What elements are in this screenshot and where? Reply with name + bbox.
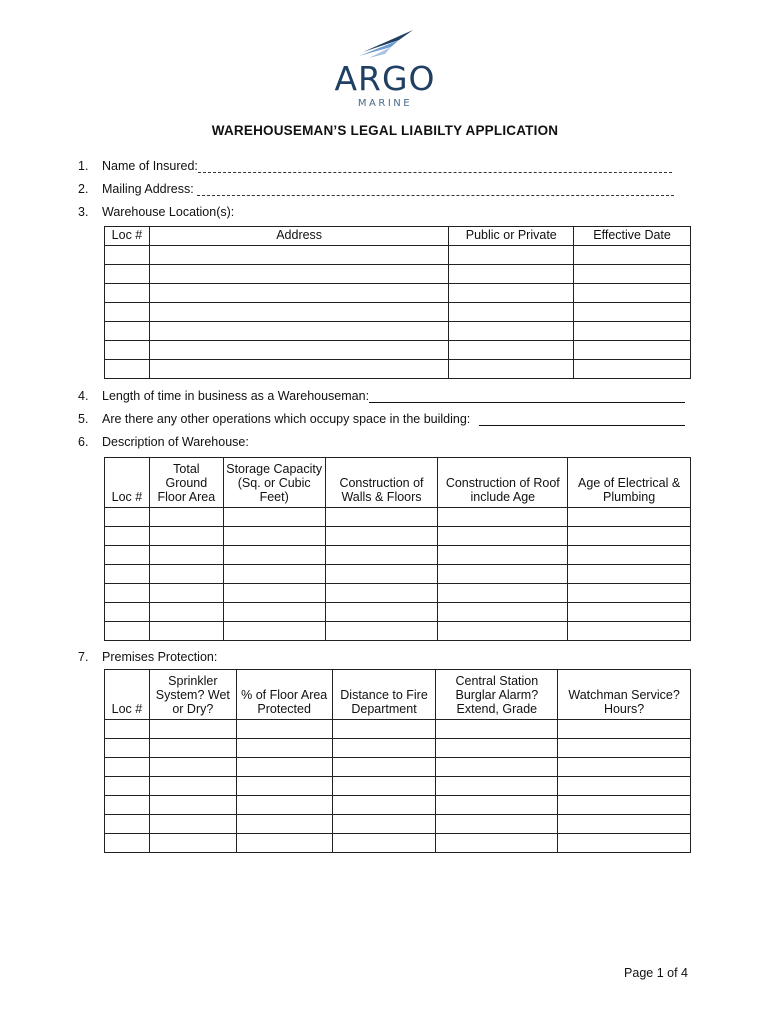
table-cell[interactable] bbox=[149, 603, 223, 622]
table-cell[interactable] bbox=[558, 758, 691, 777]
table-cell[interactable] bbox=[438, 546, 568, 565]
table-row bbox=[105, 284, 691, 303]
table-cell[interactable] bbox=[574, 322, 691, 341]
table-cell[interactable] bbox=[236, 720, 332, 739]
table-cell[interactable] bbox=[558, 720, 691, 739]
table-cell[interactable] bbox=[149, 777, 236, 796]
table-cell[interactable] bbox=[438, 584, 568, 603]
column-header: Total Ground Floor Area bbox=[149, 458, 223, 508]
column-header: Loc # bbox=[105, 458, 150, 508]
table-row bbox=[105, 720, 691, 739]
table-cell[interactable] bbox=[105, 246, 150, 265]
column-header: Effective Date bbox=[574, 227, 691, 246]
table-cell[interactable] bbox=[568, 603, 691, 622]
table-row bbox=[105, 603, 691, 622]
page-title: WAREHOUSEMAN’S LEGAL LIABILTY APPLICATION bbox=[211, 123, 559, 138]
column-header: Age of Electrical & Plumbing bbox=[568, 458, 691, 508]
table-cell[interactable] bbox=[574, 246, 691, 265]
table-cell[interactable] bbox=[105, 322, 150, 341]
table-cell[interactable] bbox=[558, 796, 691, 815]
column-header: Construction of Walls & Floors bbox=[325, 458, 438, 508]
table-cell[interactable] bbox=[438, 527, 568, 546]
table-row bbox=[105, 758, 691, 777]
table-row bbox=[105, 584, 691, 603]
table-cell[interactable] bbox=[149, 815, 236, 834]
table-cell[interactable] bbox=[236, 739, 332, 758]
table-cell[interactable] bbox=[149, 246, 448, 265]
table-cell[interactable] bbox=[332, 720, 436, 739]
column-header: Address bbox=[149, 227, 448, 246]
table-cell[interactable] bbox=[236, 777, 332, 796]
table-cell[interactable] bbox=[568, 622, 691, 641]
table-cell[interactable] bbox=[105, 527, 150, 546]
table-cell[interactable] bbox=[325, 508, 438, 527]
table-cell[interactable] bbox=[236, 758, 332, 777]
question-mailing-address bbox=[78, 182, 674, 196]
question-label: Premises Protection: bbox=[102, 650, 218, 664]
table-cell[interactable] bbox=[223, 546, 325, 565]
table-cell[interactable] bbox=[558, 834, 691, 853]
table-cell[interactable] bbox=[332, 739, 436, 758]
question-name-of-insured bbox=[78, 159, 672, 173]
table-cell[interactable] bbox=[568, 508, 691, 527]
table-cell[interactable] bbox=[449, 322, 574, 341]
table-cell[interactable] bbox=[325, 603, 438, 622]
table-cell[interactable] bbox=[105, 360, 150, 379]
table-cell[interactable] bbox=[105, 777, 150, 796]
question-number: 3. bbox=[78, 205, 89, 219]
table-cell[interactable] bbox=[149, 622, 223, 641]
table-cell[interactable] bbox=[332, 834, 436, 853]
table-cell[interactable] bbox=[105, 341, 150, 360]
table-cell[interactable] bbox=[449, 265, 574, 284]
table-cell[interactable] bbox=[149, 322, 448, 341]
column-header: Public or Private bbox=[449, 227, 574, 246]
table-cell[interactable] bbox=[436, 758, 558, 777]
table-cell[interactable] bbox=[149, 565, 223, 584]
table-cell[interactable] bbox=[449, 360, 574, 379]
table-cell[interactable] bbox=[149, 341, 448, 360]
question-label: Name of Insured: bbox=[102, 159, 198, 173]
table-row bbox=[105, 546, 691, 565]
question-label: Length of time in business as a Warehouseman: bbox=[102, 389, 370, 403]
table-cell[interactable] bbox=[105, 284, 150, 303]
table-cell[interactable] bbox=[558, 777, 691, 796]
table-cell[interactable] bbox=[325, 565, 438, 584]
table-cell[interactable] bbox=[325, 584, 438, 603]
table-cell[interactable] bbox=[223, 603, 325, 622]
table-cell[interactable] bbox=[574, 341, 691, 360]
table-cell[interactable] bbox=[149, 546, 223, 565]
table-cell[interactable] bbox=[149, 834, 236, 853]
table-cell[interactable] bbox=[223, 584, 325, 603]
question-label: Description of Warehouse: bbox=[102, 435, 249, 449]
table-row bbox=[105, 303, 691, 322]
table-cell[interactable] bbox=[568, 546, 691, 565]
table-row bbox=[105, 265, 691, 284]
column-header: Distance to Fire Department bbox=[332, 670, 436, 720]
table-row bbox=[105, 322, 691, 341]
table-cell[interactable] bbox=[149, 284, 448, 303]
column-header: % of Floor Area Protected bbox=[236, 670, 332, 720]
table-cell[interactable] bbox=[236, 815, 332, 834]
question-warehouse-locations bbox=[78, 205, 234, 219]
table-cell[interactable] bbox=[568, 584, 691, 603]
table-cell[interactable] bbox=[105, 815, 150, 834]
time-in-business-field[interactable] bbox=[369, 390, 685, 403]
question-number: 6. bbox=[78, 435, 89, 449]
table-cell[interactable] bbox=[449, 303, 574, 322]
table-cell[interactable] bbox=[438, 603, 568, 622]
table-cell[interactable] bbox=[332, 815, 436, 834]
question-number: 5. bbox=[78, 412, 89, 426]
table-cell[interactable] bbox=[325, 527, 438, 546]
argo-marine-logo bbox=[0, 30, 770, 109]
table-cell[interactable] bbox=[568, 527, 691, 546]
column-header: Loc # bbox=[105, 227, 150, 246]
table-cell[interactable] bbox=[105, 265, 150, 284]
table-cell[interactable] bbox=[236, 796, 332, 815]
table-cell[interactable] bbox=[105, 546, 150, 565]
table-cell[interactable] bbox=[438, 622, 568, 641]
column-header: Loc # bbox=[105, 670, 150, 720]
mailing-address-field[interactable] bbox=[197, 183, 674, 196]
question-label: Are there any other operations which occupy space in the building: bbox=[102, 412, 471, 426]
table-row bbox=[105, 341, 691, 360]
table-row bbox=[105, 739, 691, 758]
table-cell[interactable] bbox=[574, 265, 691, 284]
table-cell[interactable] bbox=[149, 265, 448, 284]
page-number: Page 1 of 4 bbox=[624, 966, 688, 980]
table-cell[interactable] bbox=[436, 834, 558, 853]
table-cell[interactable] bbox=[105, 584, 150, 603]
question-number: 7. bbox=[78, 650, 89, 664]
column-header: Construction of Roof include Age bbox=[438, 458, 568, 508]
table-cell[interactable] bbox=[325, 622, 438, 641]
question-label: Warehouse Location(s): bbox=[102, 205, 235, 219]
table-cell[interactable] bbox=[105, 834, 150, 853]
question-number: 2. bbox=[78, 182, 89, 196]
table-cell[interactable] bbox=[332, 758, 436, 777]
table-cell[interactable] bbox=[105, 303, 150, 322]
name-of-insured-field[interactable] bbox=[198, 160, 672, 173]
table-cell[interactable] bbox=[149, 739, 236, 758]
table-cell[interactable] bbox=[149, 303, 448, 322]
column-header: Sprinkler System? Wet or Dry? bbox=[149, 670, 236, 720]
warehouse-description-table bbox=[104, 457, 691, 641]
table-cell[interactable] bbox=[105, 622, 150, 641]
table-cell[interactable] bbox=[149, 796, 236, 815]
other-operations-field[interactable] bbox=[479, 413, 685, 426]
table-row bbox=[105, 360, 691, 379]
table-cell[interactable] bbox=[449, 284, 574, 303]
table-cell[interactable] bbox=[438, 508, 568, 527]
table-cell[interactable] bbox=[149, 758, 236, 777]
table-cell[interactable] bbox=[436, 815, 558, 834]
table-row bbox=[105, 527, 691, 546]
question-premises-protection bbox=[78, 650, 217, 664]
table-cell[interactable] bbox=[449, 341, 574, 360]
table-cell[interactable] bbox=[149, 584, 223, 603]
table-cell[interactable] bbox=[574, 360, 691, 379]
question-description-of-warehouse bbox=[78, 435, 249, 449]
table-cell[interactable] bbox=[332, 796, 436, 815]
table-row bbox=[105, 834, 691, 853]
table-cell[interactable] bbox=[438, 565, 568, 584]
question-time-in-business bbox=[78, 389, 685, 403]
column-header: Central Station Burglar Alarm? Extend, Grade bbox=[436, 670, 558, 720]
table-cell[interactable] bbox=[223, 508, 325, 527]
question-number: 1. bbox=[78, 159, 89, 173]
table-cell[interactable] bbox=[105, 565, 150, 584]
table-cell[interactable] bbox=[568, 565, 691, 584]
table-cell[interactable] bbox=[149, 508, 223, 527]
table-cell[interactable] bbox=[223, 565, 325, 584]
table-cell[interactable] bbox=[105, 739, 150, 758]
table-cell[interactable] bbox=[574, 284, 691, 303]
table-row bbox=[105, 622, 691, 641]
table-cell[interactable] bbox=[149, 720, 236, 739]
table-cell[interactable] bbox=[105, 720, 150, 739]
table-cell[interactable] bbox=[332, 777, 436, 796]
premises-protection-table bbox=[104, 669, 691, 853]
table-row bbox=[105, 796, 691, 815]
table-cell[interactable] bbox=[149, 527, 223, 546]
table-row bbox=[105, 246, 691, 265]
table-row bbox=[105, 565, 691, 584]
table-cell[interactable] bbox=[149, 360, 448, 379]
column-header: Watchman Service? Hours? bbox=[558, 670, 691, 720]
table-cell[interactable] bbox=[236, 834, 332, 853]
logo-subtitle: MARINE bbox=[357, 98, 413, 109]
table-cell[interactable] bbox=[574, 303, 691, 322]
table-cell[interactable] bbox=[105, 796, 150, 815]
warehouse-locations-table bbox=[104, 226, 691, 379]
question-label: Mailing Address: bbox=[102, 182, 194, 196]
question-other-operations bbox=[78, 412, 685, 426]
table-cell[interactable] bbox=[223, 527, 325, 546]
question-number: 4. bbox=[78, 389, 89, 403]
table-row bbox=[105, 777, 691, 796]
table-cell[interactable] bbox=[436, 777, 558, 796]
table-cell[interactable] bbox=[558, 739, 691, 758]
table-cell[interactable] bbox=[105, 758, 150, 777]
table-cell[interactable] bbox=[105, 603, 150, 622]
table-cell[interactable] bbox=[325, 546, 438, 565]
table-cell[interactable] bbox=[436, 796, 558, 815]
column-header: Storage Capacity (Sq. or Cubic Feet) bbox=[223, 458, 325, 508]
table-cell[interactable] bbox=[105, 508, 150, 527]
table-row bbox=[105, 508, 691, 527]
logo-wordmark: ARGO bbox=[334, 59, 436, 98]
table-cell[interactable] bbox=[436, 739, 558, 758]
table-row bbox=[105, 815, 691, 834]
table-cell[interactable] bbox=[449, 246, 574, 265]
table-cell[interactable] bbox=[558, 815, 691, 834]
argo-logo-wing-icon bbox=[355, 30, 415, 60]
table-cell[interactable] bbox=[436, 720, 558, 739]
table-cell[interactable] bbox=[223, 622, 325, 641]
